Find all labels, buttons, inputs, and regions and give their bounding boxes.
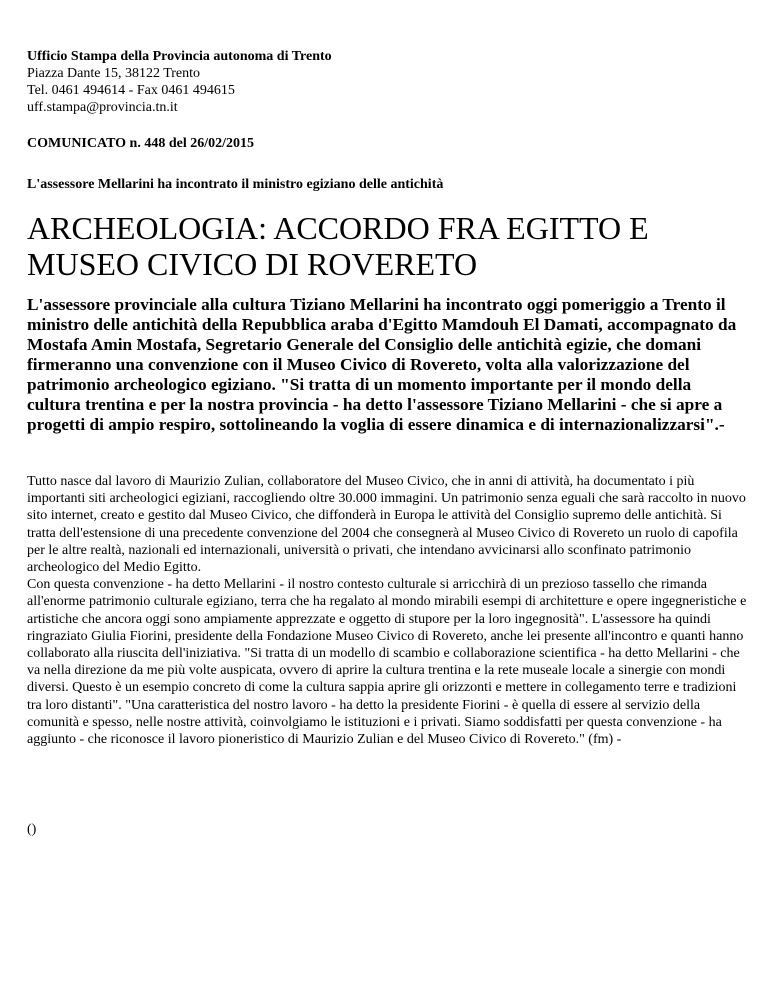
office-email: uff.stampa@provincia.tn.it bbox=[27, 100, 178, 115]
subtitle: L'assessore Mellarini ha incontrato il ministro egiziano delle antichità bbox=[27, 177, 444, 192]
body-paragraph-1: Tutto nasce dal lavoro di Maurizio Zulian, collaboratore del Museo Civico, che in anni di attività, ha documentato i più importanti siti archeologici egiziani, raccogliendo oltre 30.000 immagini. Un patrimonio senza eguali che sarà raccolto in nuovo sito internet, creato e gestito dal Museo Civico, che diffonderà in Europa le attività del Consiglio supremo delle antichità. Si tratta dell'estensione di una precedente convenzione del 2004 che consegnerà al Museo Civico di Rovereto un ruolo di capofila per le altre realtà, nazionali ed internazionali, università o privati, che intendano avvicinarsi allo sconfinato patrimonio archeologico del Medio Egitto. bbox=[27, 474, 746, 576]
body-text bbox=[27, 473, 749, 748]
office-info bbox=[27, 48, 332, 116]
office-name: Ufficio Stampa della Provincia autonoma di Trento bbox=[27, 49, 332, 64]
body-paragraph-2: Con questa convenzione - ha detto Mellarini - il nostro contesto culturale si arricchirà di un prezioso tassello che rimanda all'enorme patrimonio culturale egiziano, terra che ha regalato al mondo mirabili esempi di architetture e opere ingegneristiche e artistiche che ancora oggi sono ampiamente apprezzate e oggetto di stupore per la loro ingegnosità". L'assessore ha quindi ringraziato Giulia Fiorini, presidente della Fondazione Museo Civico di Rovereto, anche lei presente all'incontro e quanti hanno collaborato alla riuscita dell'iniziativa. "Si tratta di un modello di scambio e collaborazione scientifica - ha detto Mellarini - che va nella direzione da me più volte auspicata, ovvero di aprire la cultura trentina e la rete museale locale a sinergie con mondi diversi. Questo è un esempio concreto di come la cultura sappia aprire gli orizzonti e mettere in collegamento terre e tradizioni tra loro distanti". "Una caratteristica del nostro lavoro - ha detto la presidente Fiorini - è quella di essere al servizio della comunità e spesso, nelle nostre attività, coinvolgiamo le istituzioni e i privati. Siamo soddisfatti per questa convenzione - ha aggiunto - che riconosce il lavoro pioneristico di Maurizio Zulian e del Museo Civico di Rovereto." (fm) - bbox=[27, 577, 747, 748]
headline: ARCHEOLOGIA: ACCORDO FRA EGITTO E MUSEO CIVICO DI ROVERETO bbox=[27, 210, 649, 282]
comunicato-number: COMUNICATO n. 448 del 26/02/2015 bbox=[27, 136, 254, 151]
office-address: Piazza Dante 15, 38122 Trento bbox=[27, 66, 201, 81]
office-phone-fax: Tel. 0461 494614 - Fax 0461 494615 bbox=[27, 83, 235, 98]
footer-mark: () bbox=[27, 822, 37, 837]
lead-paragraph: L'assessore provinciale alla cultura Tiziano Mellarini ha incontrato oggi pomeriggio a Trento il ministro delle antichità della Repubblica araba d'Egitto Mamdouh El Damati, accompagnato da Mostafa Amin Mostafa, Segretario Generale del Consiglio delle antichità egizie, che domani firmeranno una convenzione con il Museo Civico di Rovereto, volta alla valorizzazione del patrimonio archeologico egiziano. "Si tratta di un momento importante per il mondo della cultura trentina e per la nostra provincia - ha detto l'assessore Tiziano Mellarini - che si apre a progetti di ampio respiro, sottolineando la voglia di essere dinamica e di internazionalizzarsi".- bbox=[27, 295, 737, 434]
